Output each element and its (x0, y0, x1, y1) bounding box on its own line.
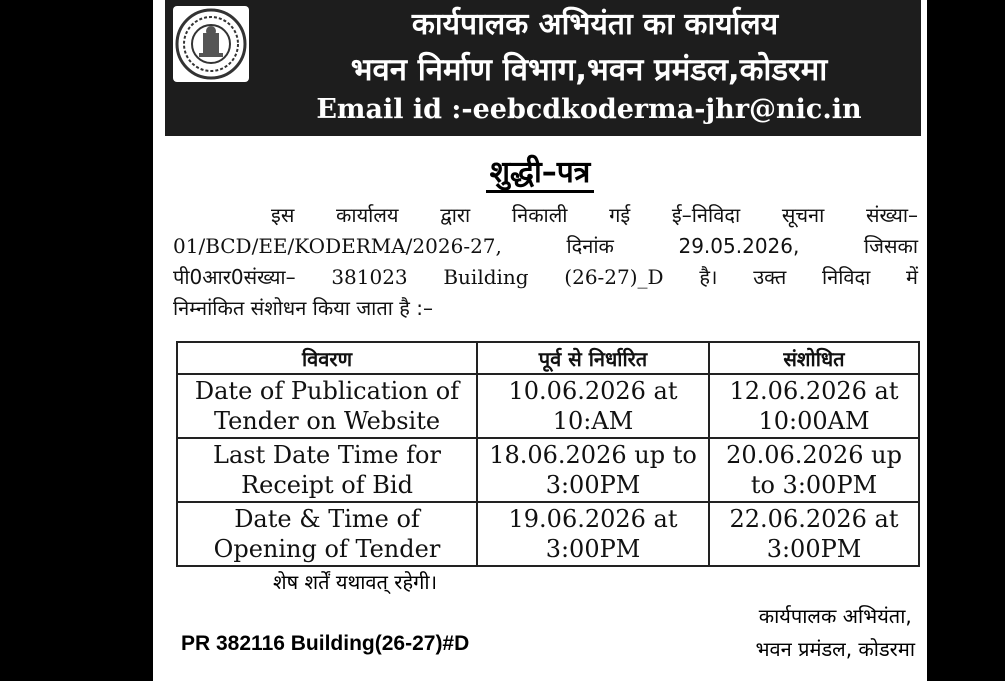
table-row (177, 374, 919, 438)
pr-number: PR 382116 Building(26-27)#D (181, 632, 470, 655)
notice-header (165, 0, 921, 136)
table-header-row (177, 342, 919, 374)
amendment-table (176, 341, 920, 567)
row-previous: 19.06.2026 at 3:00PM (477, 502, 709, 566)
pr-reference: 381023 Building (26-27)_D (331, 265, 664, 289)
row-previous: 18.06.2026 up to 3:00PM (477, 438, 709, 502)
department-name: भवन निर्माण विभाग,भवन प्रमंडल,कोडरमा (350, 52, 828, 88)
signature-block (755, 600, 915, 666)
table-row (177, 438, 919, 502)
column-header-description: विवरण (177, 342, 477, 374)
signatory-title: कार्यपालक अभियंता, (758, 604, 912, 628)
row-item: Last Date Time for Receipt of Bid (177, 438, 477, 502)
row-item: Date & Time of Opening of Tender (177, 502, 477, 566)
remaining-terms-note: शेष शर्तें यथावत् रहेगी। (273, 570, 438, 594)
body-line-3: पी0आर0संख्या– 381023 Building (26-27)_D है। उक्त निविदा में (173, 265, 919, 289)
row-revised: 20.06.2026 up to 3:00PM (709, 438, 919, 502)
body-line-2: 01/BCD/EE/KODERMA/2026-27, दिनांक 29.05.2026, जिसका (173, 234, 918, 258)
body-line-4: निम्नांकित संशोधन किया जाता है :– (173, 296, 434, 320)
tender-reference: 01/BCD/EE/KODERMA/2026-27, (173, 234, 502, 258)
table-row (177, 502, 919, 566)
row-item: Date of Publication of Tender on Website (177, 374, 477, 438)
signatory-office: भवन प्रमंडल, कोडरमा (755, 637, 915, 661)
row-previous: 10.06.2026 at 10:AM (477, 374, 709, 438)
newspaper-notice (153, 0, 927, 681)
notice-body (173, 200, 918, 324)
row-revised: 12.06.2026 at 10:00AM (709, 374, 919, 438)
notice-title: शुद्धी–पत्र (153, 150, 927, 191)
column-header-revised: संशोधित (709, 342, 919, 374)
body-line-1: इस कार्यालय द्वारा निकाली गई ई–निविदा सूचना संख्या– (271, 203, 918, 227)
office-title: कार्यपालक अभियंता का कार्यालय (411, 7, 779, 42)
row-revised: 22.06.2026 at 3:00PM (709, 502, 919, 566)
email-line: Email id :-eebcdkoderma-jhr@nic.in (316, 94, 862, 125)
state-emblem-icon (173, 6, 249, 82)
column-header-previous: पूर्व से निर्धारित (477, 342, 709, 374)
